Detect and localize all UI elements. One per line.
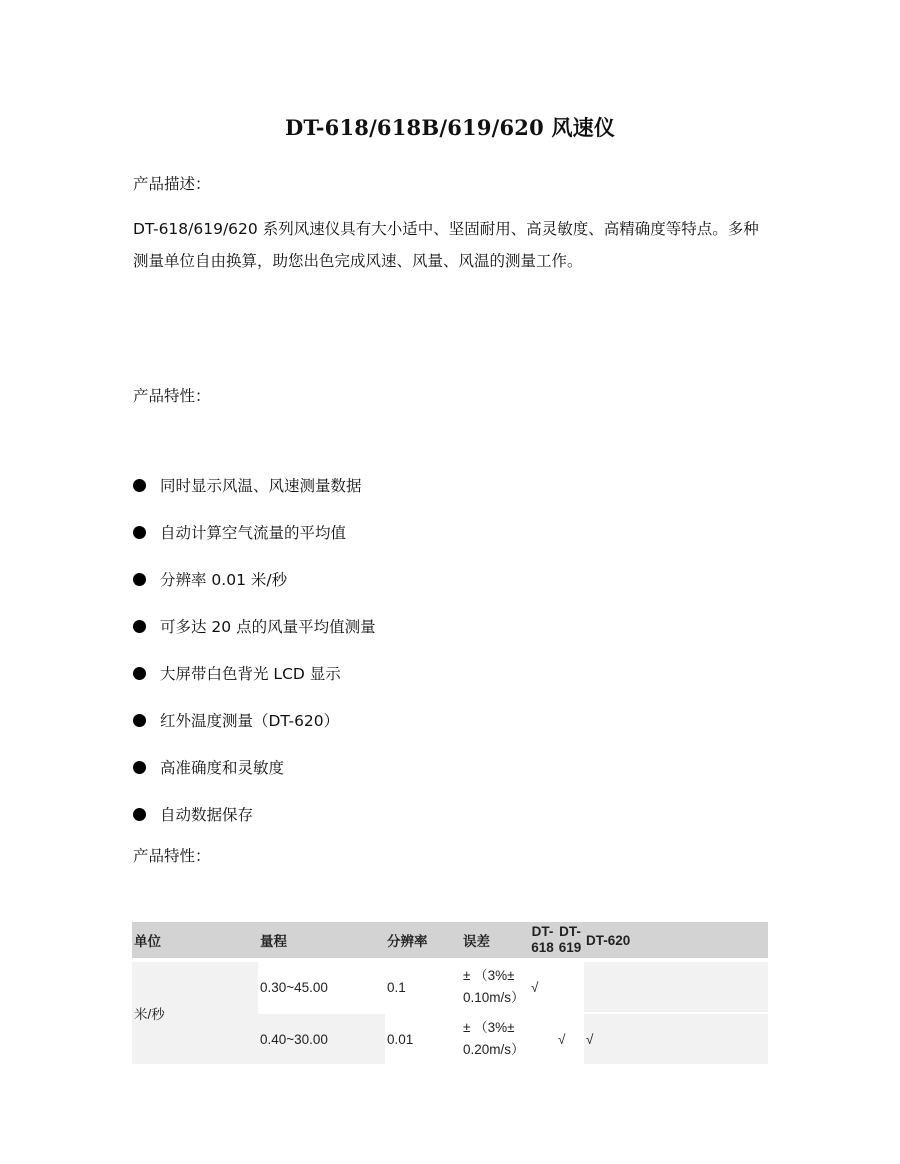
- feature-list: [133, 462, 376, 838]
- spec-table: [132, 922, 768, 1064]
- feature-text: 红外温度测量（DT-620）: [160, 711, 340, 730]
- error-line: ± （3%±: [463, 1020, 515, 1035]
- description-line: 测量单位自由换算，助您出色完成风速、风量、风温的测量工作。: [133, 252, 583, 270]
- cell-dt619: √: [556, 1012, 584, 1064]
- bullet-icon: [133, 667, 146, 680]
- header-dt619-line: 619: [558, 940, 582, 955]
- feature-text: 高准确度和灵敏度: [160, 758, 285, 777]
- cell-dt620: √: [584, 1012, 768, 1064]
- bullet-icon: [133, 761, 146, 774]
- list-item: [133, 462, 376, 509]
- header-dt619-line: DT-: [559, 924, 581, 939]
- header-dt618: [529, 922, 556, 960]
- cell-dt620: [584, 960, 768, 1012]
- cell-dt618: [529, 1012, 556, 1064]
- description-heading: 产品描述：: [133, 175, 211, 193]
- list-item: [133, 697, 376, 744]
- table-header-row: [132, 922, 768, 960]
- cell-resolution: 0.1: [385, 960, 461, 1012]
- bullet-icon: [133, 573, 146, 586]
- header-dt619: [556, 922, 584, 960]
- cell-range: 0.40~30.00: [258, 1012, 385, 1064]
- cell-resolution: 0.01: [385, 1012, 461, 1064]
- cell-unit: 米/秒: [132, 960, 258, 1064]
- cell-dt618: √: [529, 960, 556, 1012]
- description-line: DT-618/619/620 系列风速仪具有大小适中、坚固耐用、高灵敏度、高精确度等特点。多种: [133, 220, 759, 238]
- header-resolution: 分辨率: [385, 922, 461, 960]
- feature-text: 同时显示风温、风速测量数据: [160, 476, 362, 495]
- feature-text: 自动数据保存: [160, 805, 254, 824]
- header-range: 量程: [258, 922, 385, 960]
- bullet-icon: [133, 714, 146, 727]
- header-error: 误差: [461, 922, 529, 960]
- bullet-icon: [133, 479, 146, 492]
- list-item: [133, 650, 376, 697]
- list-item: [133, 509, 376, 556]
- bullet-icon: [133, 526, 146, 539]
- header-unit: 单位: [132, 922, 258, 960]
- error-line: 0.20m/s）: [463, 1042, 525, 1057]
- list-item: [133, 603, 376, 650]
- feature-text: 大屏带白色背光 LCD 显示: [160, 664, 341, 683]
- cell-range: 0.30~45.00: [258, 960, 385, 1012]
- error-line: 0.10m/s）: [463, 990, 525, 1005]
- list-item: [133, 556, 376, 603]
- specs-heading: 产品特性：: [133, 847, 211, 865]
- bullet-icon: [133, 808, 146, 821]
- list-item: [133, 791, 376, 838]
- table-row: [132, 960, 768, 1012]
- cell-dt619: [556, 960, 584, 1012]
- feature-text: 分辨率 0.01 米/秒: [160, 570, 288, 589]
- header-dt618-line: 618: [531, 940, 554, 955]
- header-dt620: DT-620: [584, 922, 768, 960]
- description-paragraph: [133, 213, 783, 277]
- features-heading: 产品特性：: [133, 387, 211, 405]
- list-item: [133, 744, 376, 791]
- cell-error: [461, 960, 529, 1012]
- page-title: DT-618/618B/619/620 风速仪: [284, 115, 616, 140]
- feature-text: 自动计算空气流量的平均值: [160, 523, 347, 542]
- bullet-icon: [133, 620, 146, 633]
- header-dt618-line: DT-: [531, 924, 554, 939]
- cell-error: [461, 1012, 529, 1064]
- error-line: ± （3%±: [463, 968, 515, 983]
- feature-text: 可多达 20 点的风量平均值测量: [160, 617, 376, 636]
